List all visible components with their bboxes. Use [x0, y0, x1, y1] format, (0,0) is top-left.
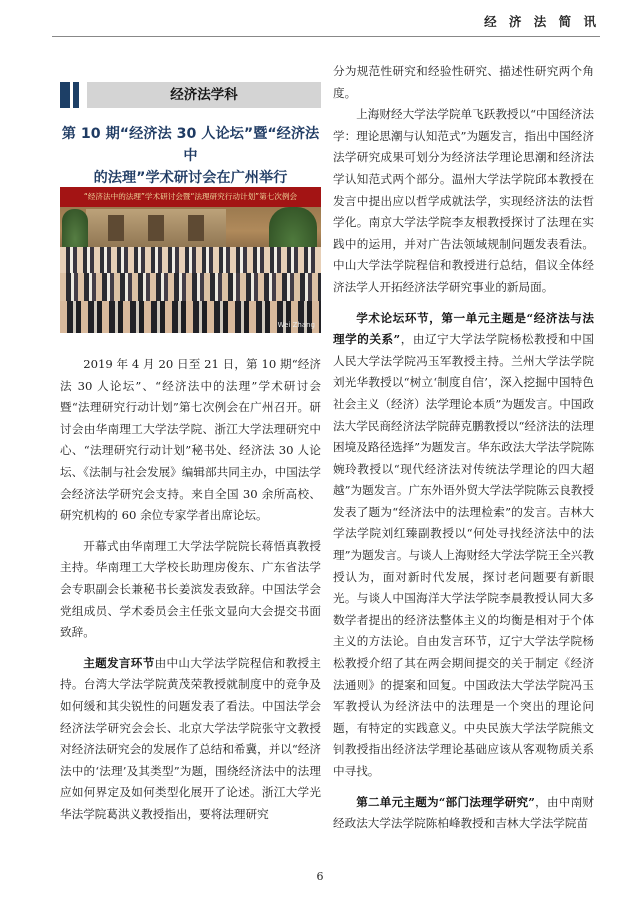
paragraph-body: ，由中南财经政法大学法学院陈柏峰教授和吉林大学法学院苗	[333, 794, 594, 831]
paragraph	[333, 308, 594, 783]
paragraph-body: 由中山大学法学院程信和教授主持。台湾大学法学院黄茂荣教授就制度中的竞争及如何缓和其尖锐性的问题发表了看法。中国法学会经济法学研究会会长、北京大学法学院张守文教授对经济法研究会的发展作了总结和希冀，并以“经济法中的‘法理’及其类型”为题，围绕经济法中的法理应如何界定及如何类型化展开了论述。浙江大学光华法学院葛洪义教授指出，要将法理研究	[60, 655, 321, 821]
paragraph: 2019 年 4 月 20 日至 21 日，第 10 期“经济法 30 人论坛”、“经济法中的法理”学术研讨会暨“法理研究行动计划”第七次例会在广州召开。研讨会由华南理工大学法学院、浙江大学法理研究中心、“法理研究行动计划”秘书处、经济法 30 人论坛、《法制与社会发展》编辑部共同主办，中国法学会经济法学研究会支持。来自全国 30 余所高校、研究机构的 60 余位专家学者出席论坛。	[60, 357, 321, 523]
article-title-line1: 第 10 期“经济法 30 人论坛”暨“经济法中	[61, 126, 320, 164]
photo-window	[108, 215, 124, 241]
photo-crowd-back	[60, 247, 321, 275]
left-column	[60, 354, 321, 825]
section-label: 经济法学科	[87, 82, 321, 108]
photo-banner: “经济法中的法理”学术研讨会暨“法理研究行动计划”第七次例会	[60, 187, 321, 207]
paragraph-lead: 学术论坛环节，第一单元主题是“经济法与法理学的关系”	[333, 310, 594, 347]
paragraph: 上海财经大学法学院单飞跃教授以“中国经济法学：理论思潮与认知范式”为题发言，指出中国经济法学研究成果可划分为经济法学理论思潮和经济法学认知范式两个部分。温州大学法学院邱本教授在发言中提出应以哲学成就法学，实现经济法的法哲学化。南京大学法学院李友根教授探讨了法理在实践中的运用，并对广告法领域规制问题发表看法。中山大学法学院程信和教授进行总结，倡议全体经济法学人开拓经济法学研究事业的新局面。	[333, 107, 594, 294]
article-title-line2: 的法理”学术研讨会在广州举行	[93, 170, 288, 186]
photo-crowd-middle	[60, 273, 321, 303]
right-column	[333, 61, 594, 835]
paragraph	[333, 792, 594, 835]
photo-window	[188, 215, 204, 241]
group-photo	[60, 187, 321, 333]
paragraph-lead: 主题发言环节	[83, 655, 155, 670]
photo-watermark: Wei Zhang	[277, 321, 315, 329]
page-number: 6	[316, 870, 324, 883]
header-divider	[52, 36, 600, 37]
section-marker-bar	[60, 82, 70, 108]
article-title	[60, 123, 321, 189]
paragraph-body: ，由辽宁大学法学院杨松教授和中国人民大学法学院冯玉军教授主持。兰州大学法学院刘光华教授以“树立‘制度自信’，深入挖掘中国特色社会主义（经济）法学理论本质”为题发言。中国政法大学民商经济法学院薛克鹏教授以“经济法的法理困境及路径选择”为题发言。华东政法大学法学院陈婉玲教授以“现代经济法对传统法学理论的四大超越”为题发言。广东外语外贸大学法学院陈云良教授发表了题为“经济法中的法理检索”的发言。吉林大学法学院刘红臻副教授以“何处寻找经济法中的法理”为题发言。与谈人上海财经大学法学院王全兴教授认为，面对新时代发展，探讨老问题要有新眼光。与谈人中国海洋大学法学院李晨教授认同大多数学者提出的经济法整体主义的均衡是相对于个体主义的方法论。自由发言环节，辽宁大学法学院杨松教授介绍了其在两会期间提交的关于制定《经济法通则》的提案和回复。中国政法大学法学院冯玉军教授认为经济法中的法理是一个突出的理论问题，有特定的实践意义。中央民族大学法学院熊文钊教授指出经济法学理论基础应该从客观物质关系中寻找。	[333, 332, 594, 778]
paragraph: 开幕式由华南理工大学法学院院长蒋悟真教授主持。华南理工大学校长助理房俊东、广东省法学会专职副会长兼秘书长姜滨发表致辞。中国法学会党组成员、学术委员会主任张文显向大会提交书面致辞。	[60, 538, 321, 640]
page-header-title: 经 济 法 简 讯	[484, 14, 600, 29]
photo-window	[148, 215, 164, 241]
paragraph	[60, 653, 321, 826]
section-heading	[60, 82, 321, 108]
paragraph: 分为规范性研究和经验性研究、描述性研究两个角度。	[333, 64, 594, 100]
paragraph-lead: 第二单元主题为“部门法理学研究”	[356, 794, 535, 809]
section-marker-bar-thin	[73, 82, 79, 108]
